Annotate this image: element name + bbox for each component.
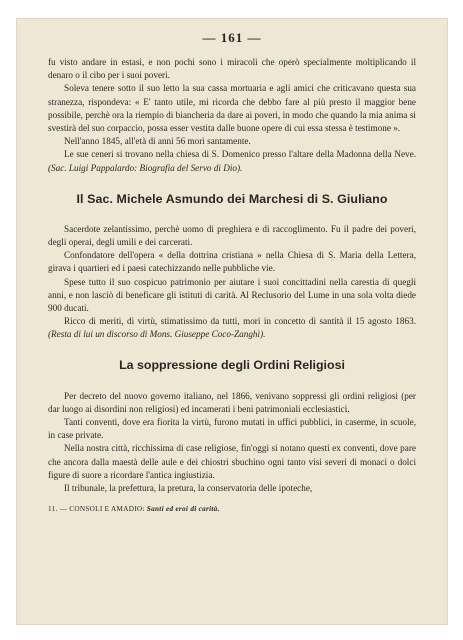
paragraph: Confondatore dell'opera « della dottrina cristiana » nella Chiesa di S. Maria della Lettera, girava i quartieri ed i paesi catechizzando nelle pubbliche vie. [48,250,416,274]
paragraph: Sacerdote zelantissimo, perchè uomo di preghiera e di raccoglimento. Fu il padre dei poveri, degli operai, degli umili e dei carcerati. [48,223,416,248]
paragraph: Nella nostra città, ricchissima di case religiose, fin'oggi si notano questi ex conventi, dove pare che ancora dalla maestà delle aule e dei chiostri sbuchino ogni tanto visi severi di monaci o dolci figure di suore a ricordare l'antica ingiustizia. [48,443,416,480]
paragraph: Il tribunale, la prefettura, la pretura, la conservatoria delle ipoteche, [64,483,313,494]
book-title: Santi ed eroi di carità. [146,505,220,514]
citation: (Resta di lui un discorso di Mons. Giuseppe Coco-Zanghì). [48,329,266,340]
book-page [16,18,448,625]
paragraph: Nell'anno 1845, all'età di anni 56 morì santamente. [64,136,251,147]
section-title: Il Sac. Michele Asmundo dei Marchesi di S. Giuliano [76,191,388,206]
paragraph-text: Ricco di meriti, di virtù, stimatissimo da tutti, morì in concetto di santità il 15 agosto 1863. [64,316,416,327]
section-title: La soppressione degli Ordini Religiosi [119,357,345,372]
page-number: — 161 — [202,30,262,45]
paragraph: Per decreto del nuovo governo italiano, nel 1866, venivano soppressi gli ordini religiosi (per dar luogo ai disordini non religiosi) ed incamerati i beni patrimoniali ecclesiastici. [48,390,416,414]
paragraph: Spese tutto il suo cospicuo patrimonio per aiutare i suoi concittadini nella carestia di quegli anni, e non lasciò di beneficare gli istituti di carità. Al Reclusorio del Lume in una sola volta diede 900 ducati. [48,276,416,314]
page-footer [48,505,416,513]
paragraph: Soleva tenere sotto il suo letto la sua cassa mortuaria e agli amici che criticavano questa sua stranezza, rispondeva: « E' tanto utile, mi ricorda che debbo fare al più presto il maggior bene possibile, perchè ora la riempio di biancheria da dare ai poveri, in modo che quando la mia anima si svestirà del suo corpaccio, possa esser vestita dalle buone opere di cui essa stessa è testimone ». [48,83,416,134]
paragraph: Tanti conventi, dove era fiorita la virtù, furono mutati in uffici pubblici, in caserme, in scuole, in case private. [48,417,416,441]
paragraph [48,315,416,341]
page-content [48,30,416,513]
paragraph: fu visto andare in estasi, e non pochi sono i miracoli che operò specialmente moltiplicando il denaro o il cibo per i suoi poveri. [48,57,416,81]
signature-mark: 11. — CONSOLI E AMADIO: [48,505,147,514]
citation: (Sac. Luigi Pappalardo: Biografia del Servo di Dio). [48,162,243,173]
paragraph [48,148,416,174]
paragraph-text: Le sue ceneri si trovano nella chiesa di S. Domenico presso l'altare della Madonna della Neve. [64,149,416,160]
